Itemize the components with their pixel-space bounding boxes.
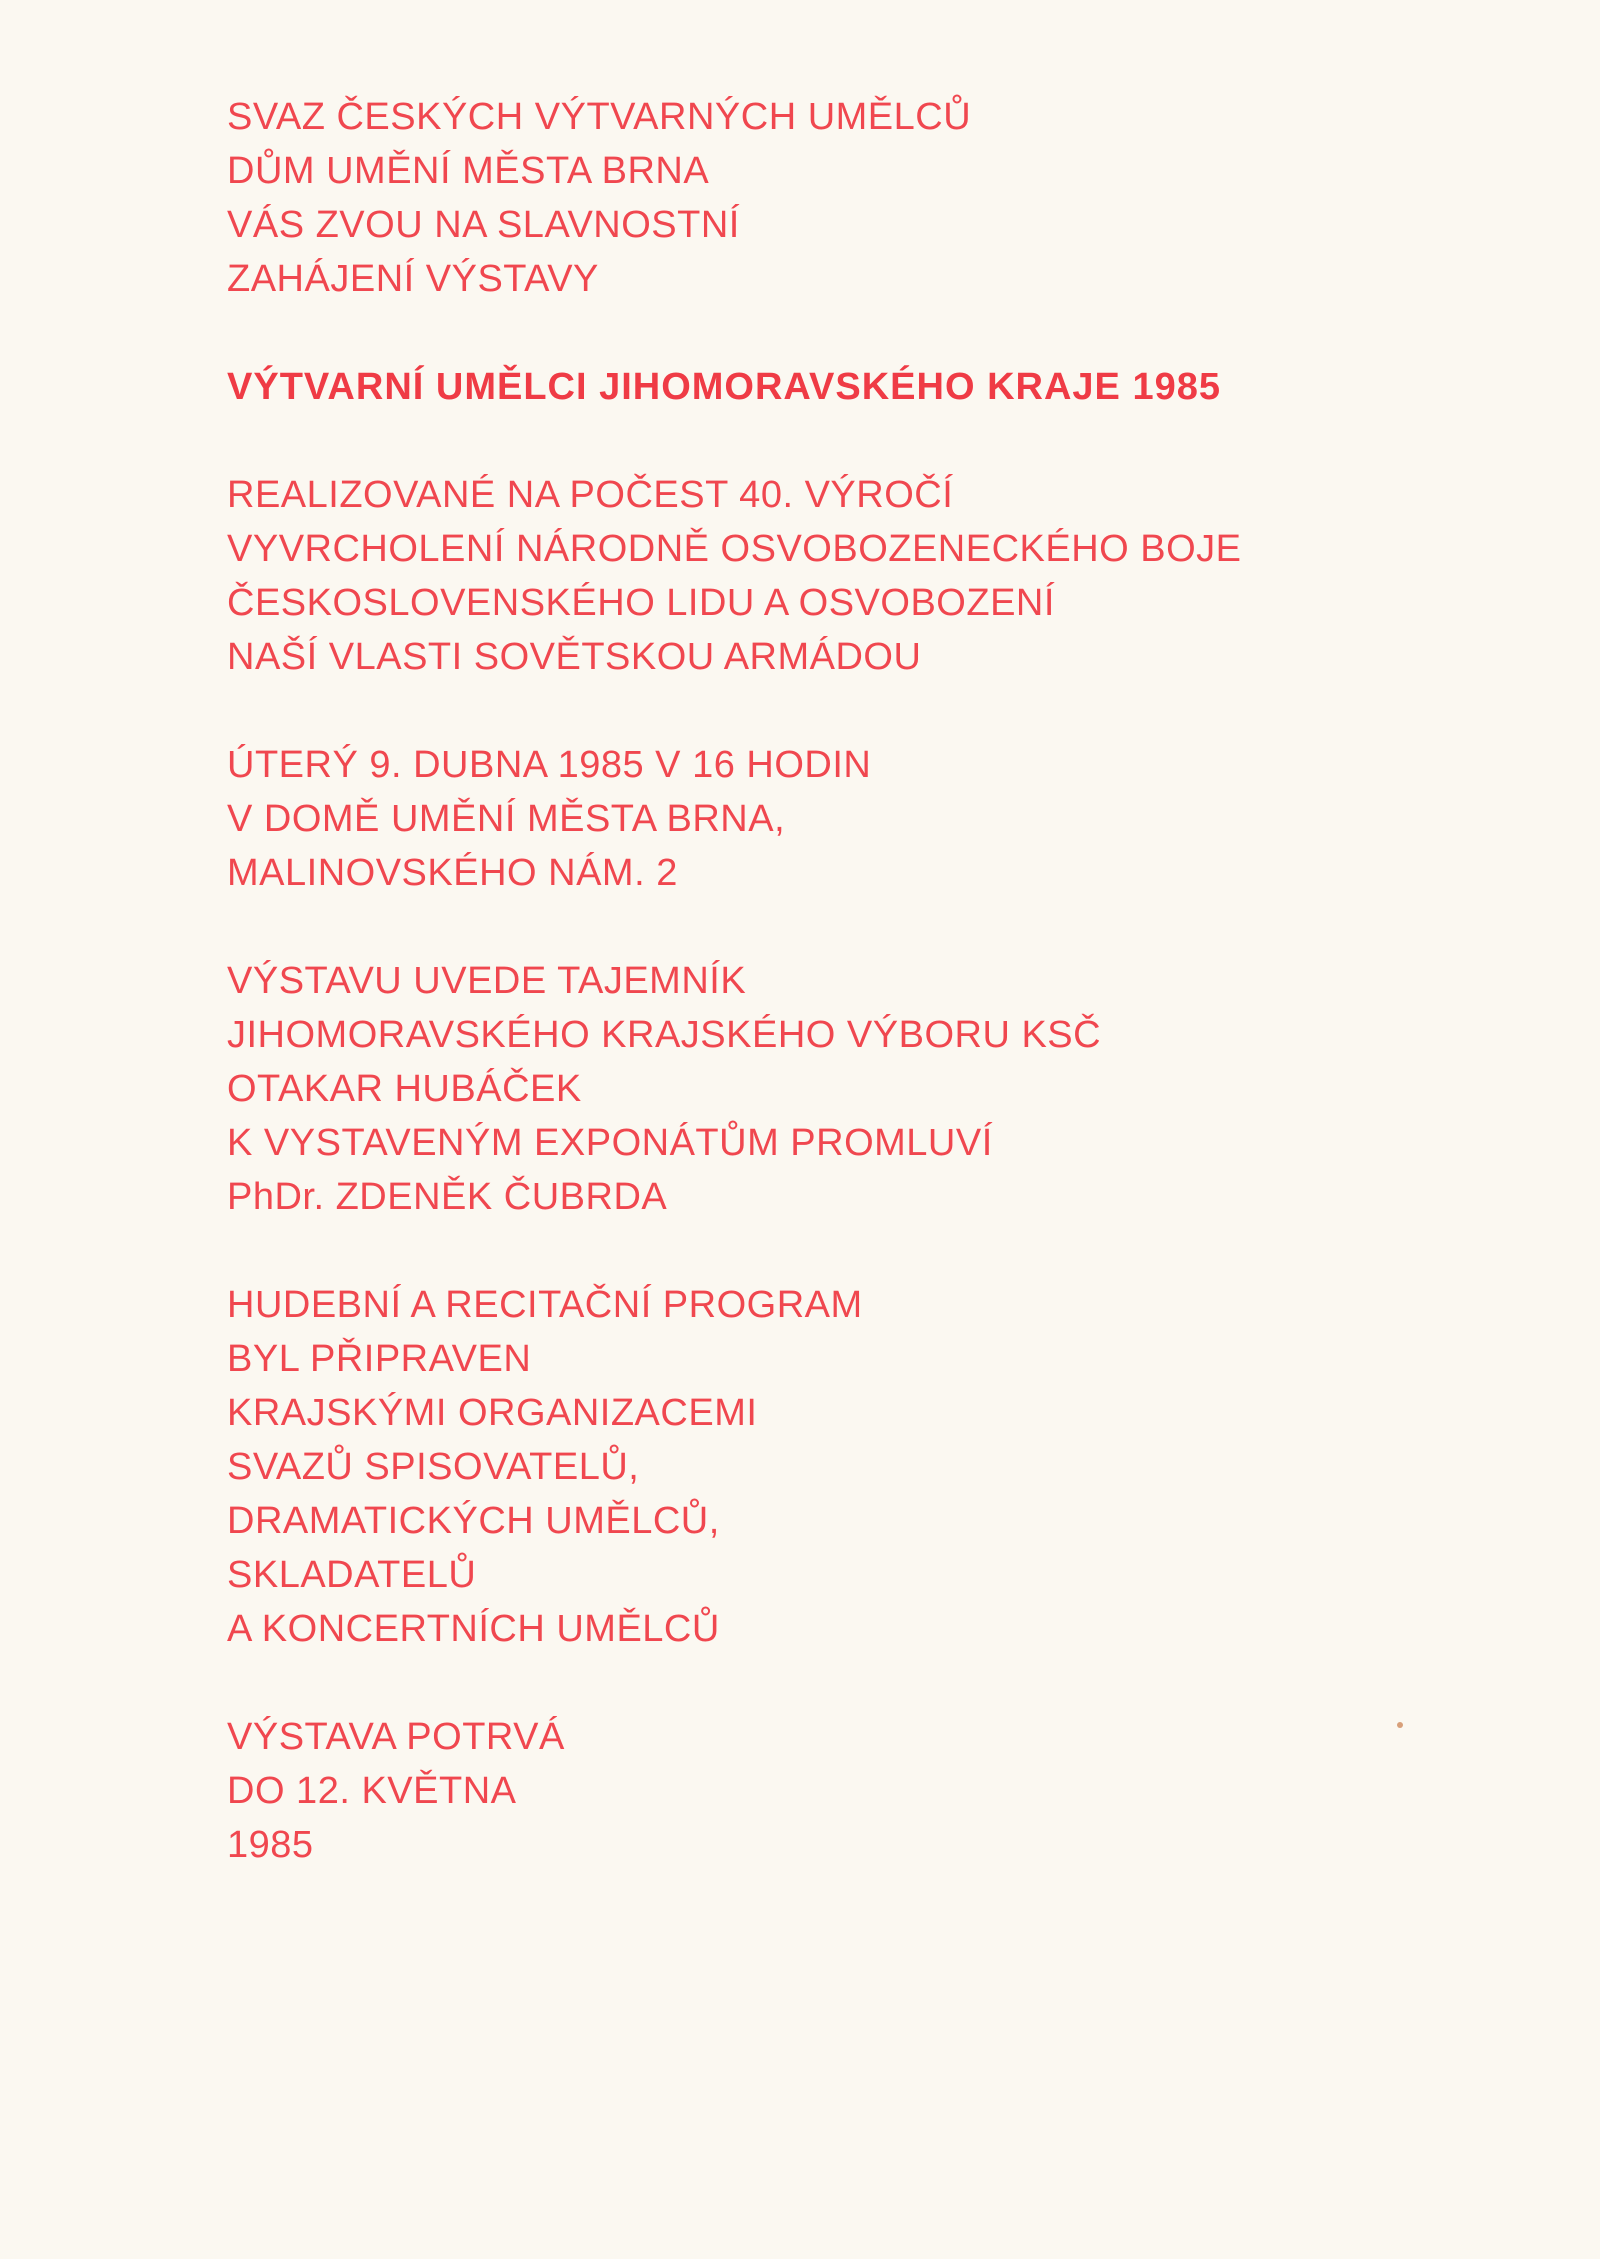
dedication-block (227, 468, 1527, 684)
program-line: A KONCERTNÍCH UMĚLCŮ (227, 1608, 720, 1650)
dedication-line: NAŠÍ VLASTI SOVĚTSKOU ARMÁDOU (227, 636, 922, 678)
dedication-line: ČESKOSLOVENSKÉHO LIDU A OSVOBOZENÍ (227, 582, 1055, 624)
invitation-line: VÁS ZVOU NA SLAVNOSTNÍ (227, 204, 740, 246)
duration-line: 1985 (227, 1824, 314, 1866)
program-line: SVAZŮ SPISOVATELŮ, (227, 1446, 640, 1488)
organizer-line: SVAZ ČESKÝCH VÝTVARNÝCH UMĚLCŮ (227, 96, 972, 138)
exhibition-title-block (227, 360, 1527, 414)
venue-line: V DOMĚ UMĚNÍ MĚSTA BRNA, (227, 798, 786, 840)
speaker-name: OTAKAR HUBÁČEK (227, 1068, 582, 1110)
dedication-line: VYVRCHOLENÍ NÁRODNĚ OSVOBOZENECKÉHO BOJE (227, 528, 1242, 570)
duration-line: VÝSTAVA POTRVÁ (227, 1716, 565, 1758)
invitation-line: ZAHÁJENÍ VÝSTAVY (227, 258, 599, 300)
date-time-line: ÚTERÝ 9. DUBNA 1985 V 16 HODIN (227, 744, 872, 786)
date-venue-block (227, 738, 1527, 900)
dedication-line: REALIZOVANÉ NA POČEST 40. VÝROČÍ (227, 474, 954, 516)
program-line: BYL PŘIPRAVEN (227, 1338, 532, 1380)
speaker-line: VÝSTAVU UVEDE TAJEMNÍK (227, 960, 747, 1002)
duration-line: DO 12. KVĚTNA (227, 1770, 517, 1812)
invitation-text (227, 90, 1527, 1926)
program-line: HUDEBNÍ A RECITAČNÍ PROGRAM (227, 1284, 863, 1326)
program-line: DRAMATICKÝCH UMĚLCŮ, (227, 1500, 720, 1542)
program-line: SKLADATELŮ (227, 1554, 477, 1596)
organizer-line: DŮM UMĚNÍ MĚSTA BRNA (227, 150, 710, 192)
speaker-name: PhDr. ZDENĚK ČUBRDA (227, 1176, 668, 1218)
speakers-block (227, 954, 1527, 1224)
exhibition-title: VÝTVARNÍ UMĚLCI JIHOMORAVSKÉHO KRAJE 1985 (227, 366, 1221, 408)
speaker-line: JIHOMORAVSKÉHO KRAJSKÉHO VÝBORU KSČ (227, 1014, 1102, 1056)
speaker-line: K VYSTAVENÝM EXPONÁTŮM PROMLUVÍ (227, 1122, 993, 1164)
program-line: KRAJSKÝMI ORGANIZACEMI (227, 1392, 758, 1434)
paper-speck (1397, 1722, 1403, 1728)
address-line: MALINOVSKÉHO NÁM. 2 (227, 852, 678, 894)
program-block (227, 1278, 1527, 1656)
organizers-block (227, 90, 1527, 306)
duration-block (227, 1710, 1527, 1872)
